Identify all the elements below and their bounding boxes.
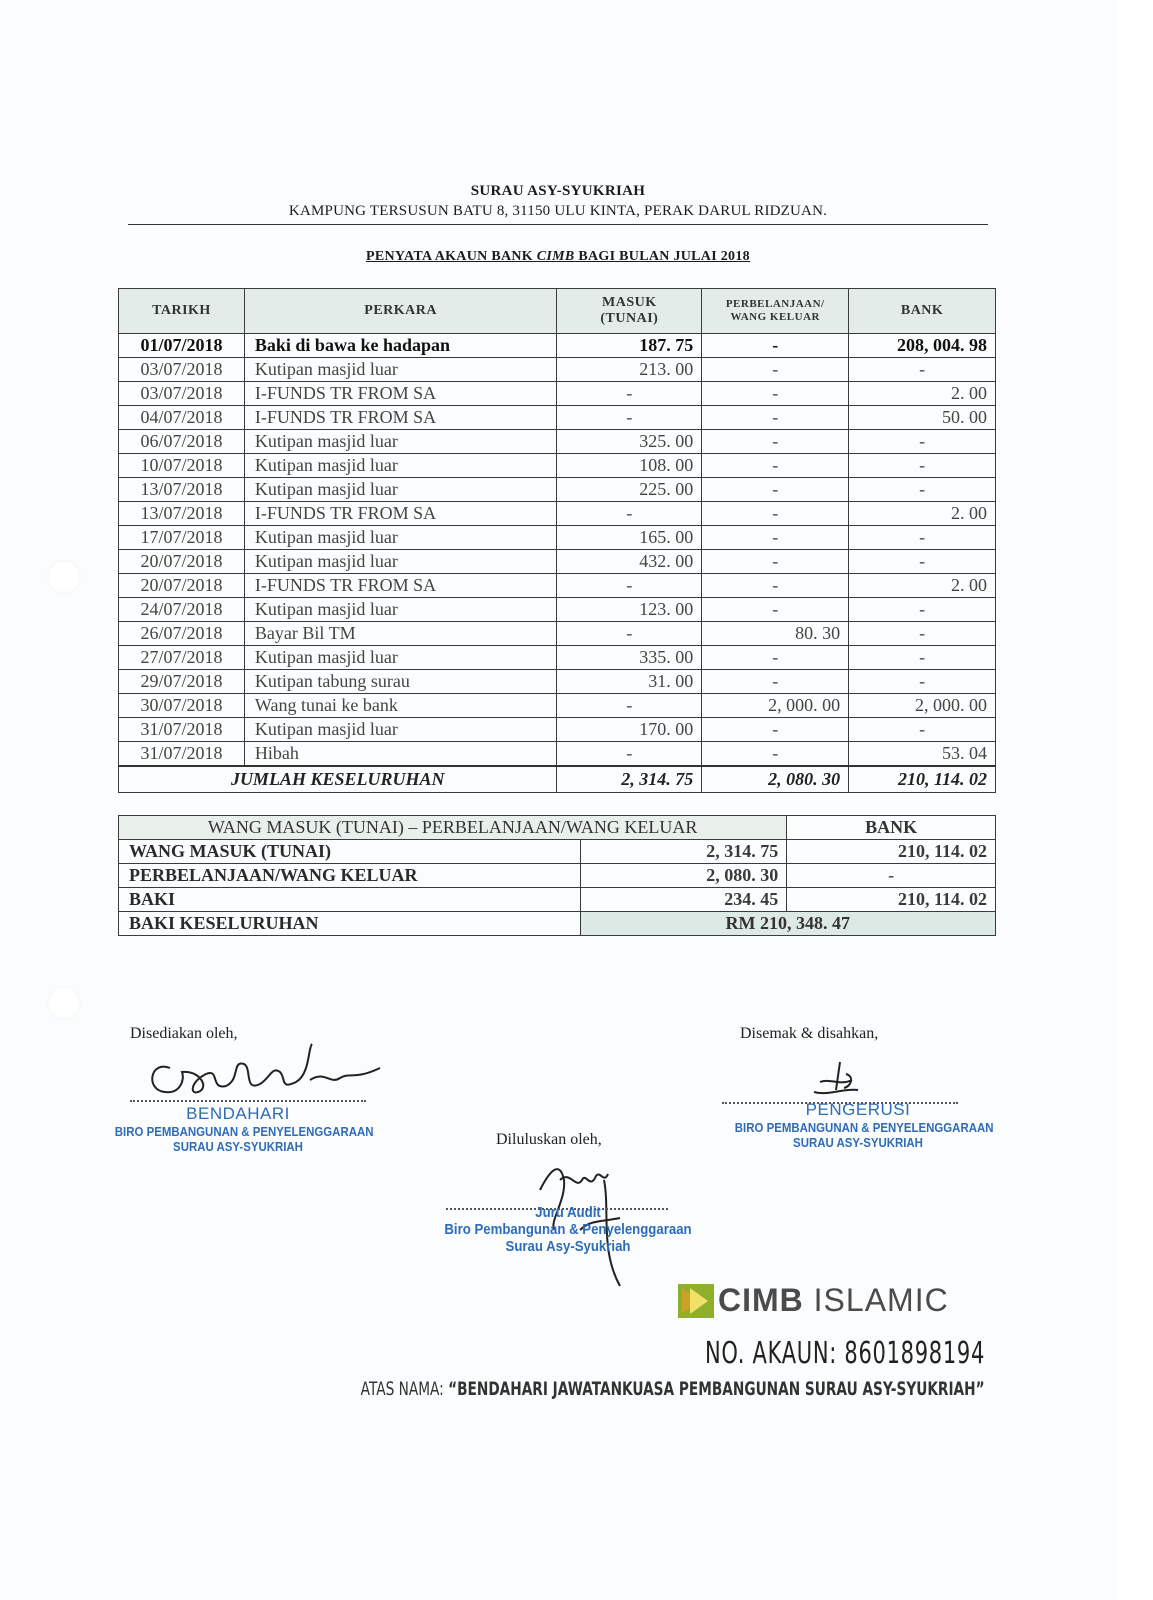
ledger-row — [119, 382, 996, 406]
row-date: 31/07/2018 — [119, 742, 245, 767]
header-divider — [128, 224, 988, 225]
row-bank: 50. 00 — [849, 406, 996, 430]
statement-title: PENYATA AKAUN BANK CIMB BAGI BULAN JULAI 2018 — [366, 249, 750, 264]
row-bank: 2. 00 — [849, 382, 996, 406]
ledger-row — [119, 502, 996, 526]
row-date: 17/07/2018 — [119, 526, 245, 550]
row-keluar: - — [702, 406, 849, 430]
row-date: 04/07/2018 — [119, 406, 245, 430]
signature-line — [130, 1100, 366, 1102]
row-masuk: 31. 00 — [557, 670, 702, 694]
summary-bank: 210, 114. 02 — [787, 888, 996, 912]
summary-label: BAKI — [119, 888, 581, 912]
treasurer-stamp: BENDAHARI BIRO PEMBANGUNAN & PENYELENGGARAAN SURAU ASY-SYUKRIAH — [114, 1104, 374, 1154]
punch-hole — [47, 986, 81, 1020]
row-keluar: - — [702, 670, 849, 694]
ledger-row — [119, 526, 996, 550]
auditor-stamp: Juru Audit Biro Pembangunan & Penyelenggaraan Surau Asy-Syukriah — [444, 1204, 692, 1255]
ledger-row — [119, 598, 996, 622]
row-masuk: - — [557, 502, 702, 526]
row-date: 03/07/2018 — [119, 382, 245, 406]
summary-bank: - — [787, 864, 996, 888]
row-keluar: - — [702, 598, 849, 622]
summary-row — [119, 840, 996, 864]
row-description: Kutipan masjid luar — [244, 430, 557, 454]
ledger-row — [119, 742, 996, 767]
row-keluar: - — [702, 742, 849, 767]
summary-cash: 234. 45 — [580, 888, 787, 912]
ledger-row — [119, 718, 996, 742]
row-keluar: - — [702, 382, 849, 406]
ledger-total-row — [119, 766, 996, 793]
row-bank: - — [849, 622, 996, 646]
row-masuk: 325. 00 — [557, 430, 702, 454]
ledger-row — [119, 646, 996, 670]
row-keluar: - — [702, 550, 849, 574]
summary-bank: 210, 114. 02 — [787, 840, 996, 864]
summary-header-bank: BANK — [787, 816, 996, 840]
row-date: 13/07/2018 — [119, 478, 245, 502]
row-keluar: 2, 000. 00 — [702, 694, 849, 718]
row-masuk: 432. 00 — [557, 550, 702, 574]
row-description: Kutipan masjid luar — [244, 550, 557, 574]
row-date: 29/07/2018 — [119, 670, 245, 694]
page-edge — [1117, 0, 1153, 1600]
row-keluar: - — [702, 334, 849, 358]
row-description: Kutipan tabung surau — [244, 670, 557, 694]
summary-header-row — [119, 816, 996, 840]
ledger-row — [119, 358, 996, 382]
chairman-stamp: PENGERUSI BIRO PEMBANGUNAN & PENYELENGGARAAN SURAU ASY-SYUKRIAH — [734, 1100, 994, 1150]
row-bank: 2. 00 — [849, 574, 996, 598]
org-name: SURAU ASY-SYUKRIAH — [470, 183, 646, 199]
row-description: Kutipan masjid luar — [244, 598, 557, 622]
account-holder-name: ATAS NAMA: “BENDAHARI JAWATANKUASA PEMBANGUNAN SURAU ASY-SYUKRIAH” — [361, 1378, 985, 1400]
row-keluar: - — [702, 502, 849, 526]
row-description: Bayar Bil TM — [244, 622, 557, 646]
row-bank: - — [849, 358, 996, 382]
row-date: 06/07/2018 — [119, 430, 245, 454]
row-keluar: - — [702, 454, 849, 478]
checked-by-label: Disemak & disahkan, — [740, 1025, 879, 1042]
row-description: Kutipan masjid luar — [244, 646, 557, 670]
row-keluar: - — [702, 478, 849, 502]
row-masuk: 187. 75 — [557, 334, 702, 358]
chairman-signature — [800, 1060, 870, 1105]
row-masuk: 335. 00 — [557, 646, 702, 670]
row-bank: 2. 00 — [849, 502, 996, 526]
col-keluar: PERBELANJAAN/ WANG KELUAR — [702, 289, 849, 334]
grand-total-value: RM 210, 348. 47 — [580, 912, 995, 936]
summary-label: PERBELANJAAN/WANG KELUAR — [119, 864, 581, 888]
row-bank: 2, 000. 00 — [849, 694, 996, 718]
row-bank: 208, 004. 98 — [849, 334, 996, 358]
row-description: Wang tunai ke bank — [244, 694, 557, 718]
total-masuk: 2, 314. 75 — [557, 766, 702, 793]
summary-row — [119, 888, 996, 912]
row-bank: - — [849, 430, 996, 454]
row-date: 13/07/2018 — [119, 502, 245, 526]
row-bank: - — [849, 550, 996, 574]
prepared-by-label: Disediakan oleh, — [130, 1025, 238, 1042]
row-date: 27/07/2018 — [119, 646, 245, 670]
row-date: 31/07/2018 — [119, 718, 245, 742]
summary-row — [119, 864, 996, 888]
summary-table — [118, 815, 996, 936]
row-keluar: - — [702, 358, 849, 382]
row-keluar: - — [702, 574, 849, 598]
row-description: Kutipan masjid luar — [244, 526, 557, 550]
row-masuk: - — [557, 574, 702, 598]
ledger-row — [119, 574, 996, 598]
row-keluar: - — [702, 526, 849, 550]
row-bank: - — [849, 478, 996, 502]
row-keluar: - — [702, 646, 849, 670]
row-bank: - — [849, 454, 996, 478]
row-date: 20/07/2018 — [119, 550, 245, 574]
row-date: 10/07/2018 — [119, 454, 245, 478]
ledger-table — [118, 288, 996, 793]
col-bank: BANK — [849, 289, 996, 334]
ledger-row — [119, 478, 996, 502]
row-bank: - — [849, 646, 996, 670]
row-masuk: 213. 00 — [557, 358, 702, 382]
row-bank: - — [849, 670, 996, 694]
row-bank: - — [849, 718, 996, 742]
col-perkara: PERKARA — [244, 289, 557, 334]
summary-grand-row — [119, 912, 996, 936]
row-masuk: - — [557, 742, 702, 767]
row-date: 26/07/2018 — [119, 622, 245, 646]
row-bank: 53. 04 — [849, 742, 996, 767]
account-number: NO. AKAUN: 8601898194 — [704, 1336, 985, 1371]
row-masuk: - — [557, 406, 702, 430]
row-keluar: 80. 30 — [702, 622, 849, 646]
total-label: JUMLAH KESELURUHAN — [119, 766, 557, 793]
col-masuk: MASUK (TUNAI) — [557, 289, 702, 334]
row-masuk: - — [557, 694, 702, 718]
row-description: I-FUNDS TR FROM SA — [244, 574, 557, 598]
summary-cash: 2, 080. 30 — [580, 864, 787, 888]
ledger-row — [119, 670, 996, 694]
row-date: 03/07/2018 — [119, 358, 245, 382]
row-description: I-FUNDS TR FROM SA — [244, 382, 557, 406]
row-description: Kutipan masjid luar — [244, 718, 557, 742]
row-description: Kutipan masjid luar — [244, 358, 557, 382]
row-masuk: 170. 00 — [557, 718, 702, 742]
cimb-chevron-icon — [678, 1284, 714, 1318]
row-masuk: 225. 00 — [557, 478, 702, 502]
col-tarikh: TARIKH — [119, 289, 245, 334]
treasurer-signature — [140, 1040, 390, 1100]
ledger-row — [119, 454, 996, 478]
approved-by-label: Diluluskan oleh, — [496, 1131, 602, 1148]
punch-hole — [47, 560, 81, 594]
row-masuk: - — [557, 622, 702, 646]
row-masuk: 108. 00 — [557, 454, 702, 478]
ledger-row — [119, 406, 996, 430]
row-description: Baki di bawa ke hadapan — [244, 334, 557, 358]
ledger-header-row — [119, 289, 996, 334]
row-masuk: - — [557, 382, 702, 406]
summary-header-left: WANG MASUK (TUNAI) – PERBELANJAAN/WANG KELUAR — [119, 816, 787, 840]
ledger-row — [119, 550, 996, 574]
row-bank: - — [849, 526, 996, 550]
row-bank: - — [849, 598, 996, 622]
row-date: 20/07/2018 — [119, 574, 245, 598]
row-date: 30/07/2018 — [119, 694, 245, 718]
ledger-row — [119, 430, 996, 454]
row-date: 01/07/2018 — [119, 334, 245, 358]
row-masuk: 165. 00 — [557, 526, 702, 550]
ledger-row — [119, 334, 996, 358]
row-description: I-FUNDS TR FROM SA — [244, 406, 557, 430]
summary-cash: 2, 314. 75 — [580, 840, 787, 864]
row-description: Kutipan masjid luar — [244, 454, 557, 478]
row-description: I-FUNDS TR FROM SA — [244, 502, 557, 526]
total-bank: 210, 114. 02 — [849, 766, 996, 793]
row-masuk: 123. 00 — [557, 598, 702, 622]
row-keluar: - — [702, 430, 849, 454]
row-keluar: - — [702, 718, 849, 742]
row-description: Kutipan masjid luar — [244, 478, 557, 502]
grand-total-label: BAKI KESELURUHAN — [119, 912, 581, 936]
summary-label: WANG MASUK (TUNAI) — [119, 840, 581, 864]
total-keluar: 2, 080. 30 — [702, 766, 849, 793]
ledger-row — [119, 694, 996, 718]
org-address: KAMPUNG TERSUSUN BATU 8, 31150 ULU KINTA, PERAK DARUL RIDZUAN. — [288, 203, 828, 219]
row-date: 24/07/2018 — [119, 598, 245, 622]
ledger-row — [119, 622, 996, 646]
row-description: Hibah — [244, 742, 557, 767]
